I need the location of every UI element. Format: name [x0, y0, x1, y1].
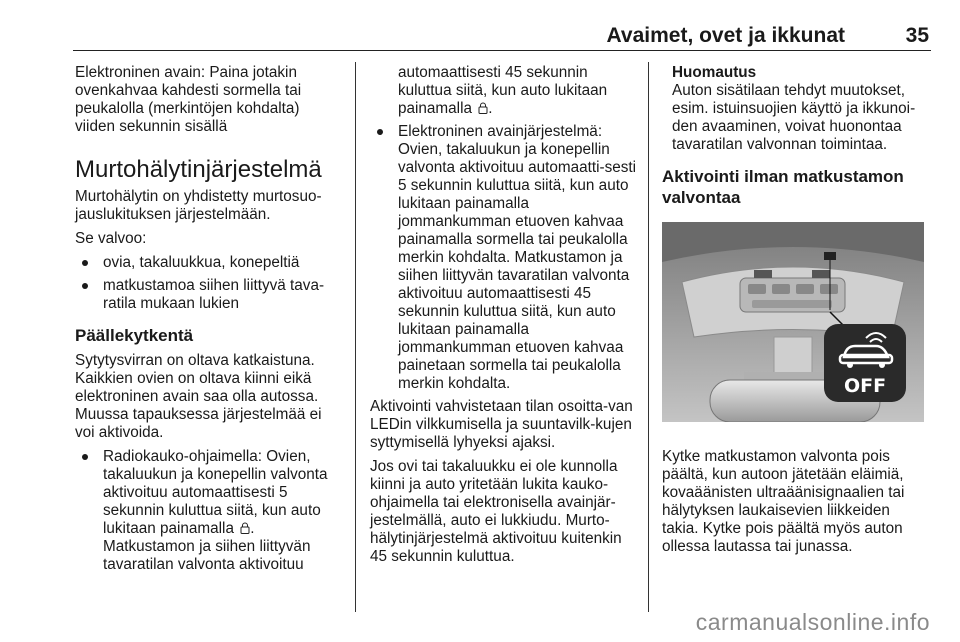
header-title: Avaimet, ovet ja ikkunat — [606, 24, 845, 47]
list-item: matkustamoa siihen liittyvä tava-ratila mukaan lukien — [75, 277, 343, 313]
intro-text: Elektroninen avain: Paina jotakin ovenkahvaa kahdesti sormella tai peukalolla (merkintöjen kohdalta) viiden sekunnin sisällä — [75, 64, 302, 135]
activation-conditions: Sytytysvirran on oltava katkaistuna. Kaikkien ovien on oltava kiinni eikä elektroninen avain saa olla autossa. Muussa tapauksessa järjestelmää ei voi aktivoida. — [75, 352, 322, 441]
electronic-key-list — [370, 123, 638, 393]
figure-interior-monitoring-button — [662, 222, 924, 422]
list-item-electronic-key: Elektroninen avainjärjestelmä: Ovien, takaluukun ja konepellin valvonta aktivoituu automaatti-sesti 5 sekunnin kuluttua siitä, kun auto lukitaan painamalla jommankumman etuoven kahvaa painamalla sormella tai peukalolla merkin kohdalta. Matkustamon ja siihen liittyvän tavaratilan valvonta aktivoituu automaattisesti 45 sekunnin kuluttua siitä, kun auto lukitaan painamalla jommankumman etuoven kahvaa painetaan sormella tai peukalolla merkin kohdalta. — [370, 123, 638, 393]
lock-icon — [478, 102, 488, 114]
alarm-description: Murtohälytin on yhdistetty murtosuo-jauslukituksen järjestelmään. — [75, 188, 322, 223]
roof-console-illustration — [662, 222, 924, 422]
section-heading-burglar-alarm: Murtohälytinjärjestelmä — [75, 156, 322, 183]
page-number: 35 — [905, 24, 929, 47]
door-not-closed-text: Jos ovi tai takaluukku ei ole kunnolla kiinni ja auto yritetään lukita kauko-ohjaimella tai elektronisella avainjär-jestelmällä, auto ei lukkiudu. Murto-hälytinjärjestelmä aktivoituu kuitenkin 45 sekunnin kuluttua. — [370, 458, 622, 565]
subheading-activation: Päällekytkentä — [75, 326, 194, 345]
watermark: carmanualsonline.info — [695, 609, 930, 635]
column-divider-2 — [648, 62, 649, 612]
activation-confirmation: Aktivointi vahvistetaan tilan osoitta-van LEDin vilkkumisella ja suuntavilk-kujen syttymisellä lyhyeksi ajaksi. — [370, 398, 633, 451]
column-3 — [662, 64, 926, 562]
list-item: ovia, takaluukkua, konepeltiä — [75, 254, 343, 272]
off-button-label: OFF — [843, 375, 887, 397]
subheading-without-cabin-monitoring: Aktivointi ilman matkustamon valvontaa — [662, 167, 904, 207]
activation-list — [75, 448, 343, 574]
column-1 — [75, 64, 343, 579]
continued-text: automaattisesti 45 sekunnin kuluttua siitä, kun auto lukitaan painamalla . — [398, 64, 608, 117]
monitored-list — [75, 254, 343, 313]
note-title: Huomautus — [672, 64, 757, 81]
column-divider-1 — [355, 62, 356, 612]
note-box — [662, 64, 926, 154]
column-2 — [370, 64, 638, 572]
list-item-radio-remote: Radiokauko-ohjaimella: Ovien, takaluukun ja konepellin valvonta aktivoituu automaattisesti 5 sekunnin kuluttua siitä, kun auto lukitaan painamalla . Matkustamon ja siihen liittyvän tavaratilan valvonta aktivoituu — [75, 448, 343, 574]
lock-icon — [240, 522, 250, 534]
note-text: Auton sisätilaan tehdyt muutokset, esim. istuinsuojien käyttö ja ikkunoi-den avaaminen, voivat huonontaa tavaratilan valvonnan toimintaa. — [672, 82, 916, 153]
monitors-label: Se valvoo: — [75, 230, 147, 247]
deactivation-text: Kytke matkustamon valvonta pois päältä, kun autoon jätetään eläimiä, kovaäänisten ultraäänisignaalien tai hälytyksen laukaisevien liikkeiden takia. Kytke pois päältä myös auton ollessa lautassa tai junassa. — [662, 448, 905, 555]
page-header — [73, 0, 931, 51]
